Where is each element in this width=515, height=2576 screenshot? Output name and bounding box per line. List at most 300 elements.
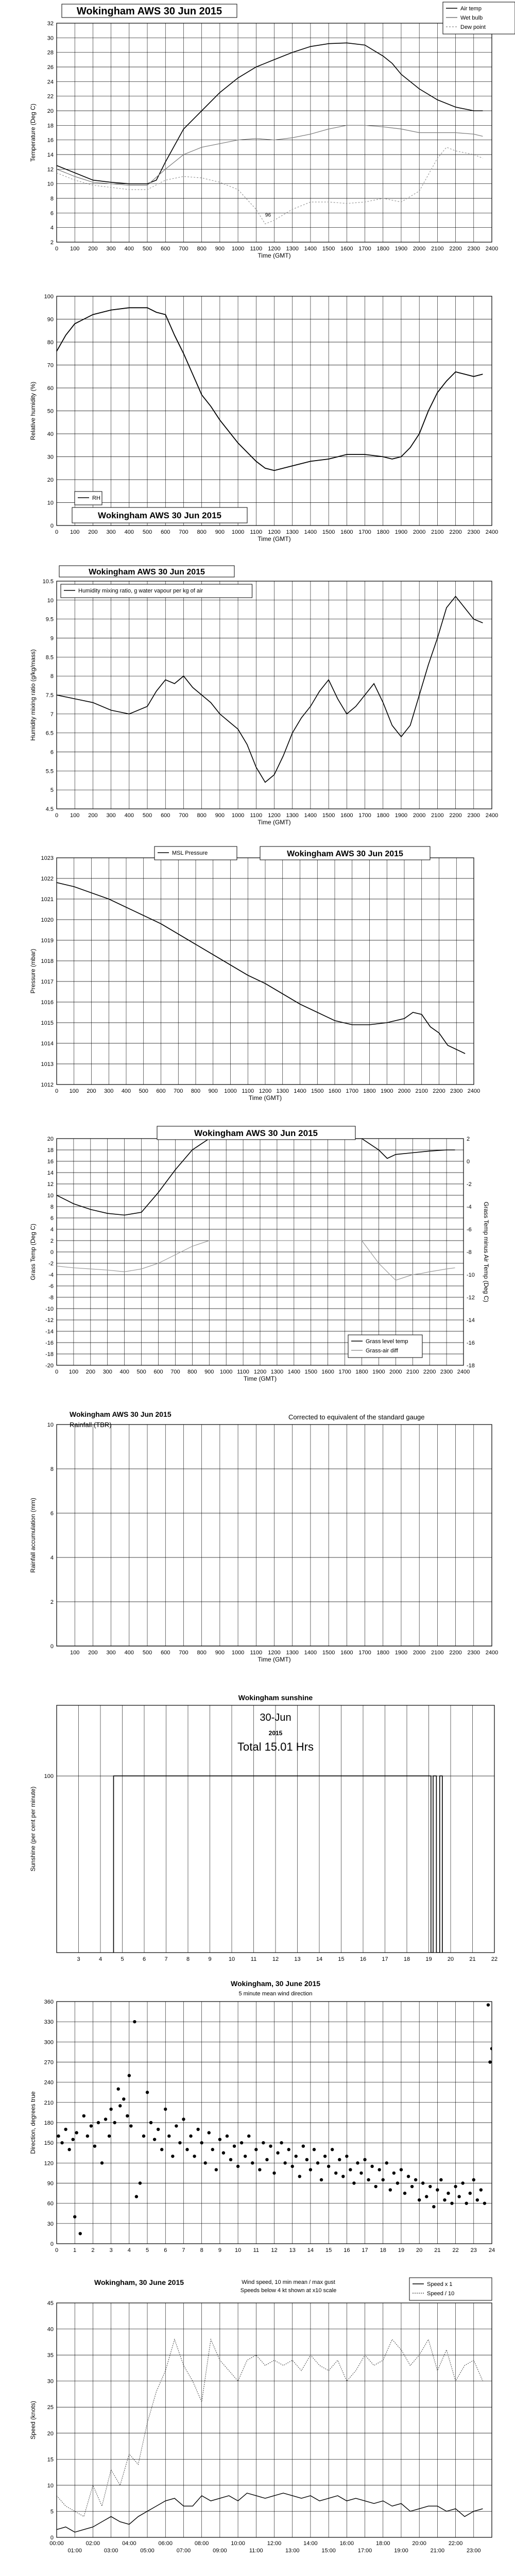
y-tick-label: 240: [44, 2079, 54, 2086]
y-tick-label: 8: [50, 196, 54, 202]
x-tick-label: 500: [142, 246, 152, 252]
x-tick-label-upper: 08:00: [194, 2540, 209, 2547]
y-axis-label: Humidity mixing ratio (g/kg/mass): [29, 649, 37, 741]
legend: [75, 492, 102, 505]
y-tick-label: 100: [44, 294, 54, 300]
data-point: [487, 2003, 490, 2006]
x-tick-label: 1600: [340, 529, 353, 535]
y-tick-label: 80: [47, 340, 54, 346]
x-tick-label: 1900: [394, 812, 408, 819]
x-tick-label-lower: 23:00: [467, 2548, 481, 2554]
data-point: [104, 2117, 107, 2121]
y-tick-label: 60: [47, 2200, 54, 2207]
y-axis-label: Grass Temp (Deg C): [29, 1224, 37, 1280]
x-tick-label: 1300: [286, 529, 299, 535]
wind-speed-chart: [0, 2275, 515, 2573]
x-axis-label: Time (GMT): [258, 252, 291, 259]
legend-label: MSL Pressure: [172, 850, 208, 856]
x-tick-label: 1100: [250, 529, 263, 535]
x-axis-label: Time (GMT): [243, 1375, 277, 1382]
x-tick-label: 900: [215, 1650, 225, 1656]
data-point: [126, 2114, 129, 2117]
x-tick-label: 1: [73, 2247, 77, 2253]
x-tick-label: 1000: [231, 246, 245, 252]
x-tick-label: 1300: [286, 812, 299, 819]
data-point: [363, 2158, 366, 2161]
y-tick-label: 6: [50, 1511, 54, 1517]
y-tick-label: 1018: [41, 958, 54, 964]
y-tick-label: 1020: [41, 917, 54, 923]
y-tick-label: 1023: [41, 855, 54, 861]
chart-subtitle: Rainfall (TBR): [70, 1421, 112, 1429]
y-tick-label: 0: [50, 523, 54, 529]
data-point: [142, 2134, 145, 2138]
legend: [154, 846, 237, 860]
y-tick-label: 60: [47, 385, 54, 392]
x-tick-label: 17: [362, 2247, 368, 2253]
data-point: [139, 2181, 142, 2184]
wind-direction-chart: [0, 1976, 515, 2272]
y-tick-label: 1013: [41, 1061, 54, 1067]
data-point: [254, 2148, 258, 2151]
data-point: [439, 2178, 442, 2181]
y-tick-label: 210: [44, 2099, 54, 2106]
x-tick-label: 2100: [431, 529, 444, 535]
data-point: [82, 2114, 85, 2117]
x-tick-label: 1600: [321, 1369, 334, 1375]
x-tick-label: 16: [344, 2247, 350, 2253]
data-point: [287, 2148, 290, 2151]
y-tick-label: 300: [44, 2039, 54, 2046]
data-point: [79, 2232, 82, 2235]
data-point: [490, 2047, 493, 2050]
x-tick-label: 900: [208, 1088, 218, 1094]
x-tick-label: 600: [156, 1088, 166, 1094]
chart-title: Wokingham AWS 30 Jun 2015: [194, 1128, 318, 1138]
data-point: [269, 2144, 272, 2147]
mixing-ratio-chart: [0, 562, 515, 840]
y-tick-label: 270: [44, 2059, 54, 2066]
x-tick-label: 700: [170, 1369, 180, 1375]
y-tick-label: 40: [47, 2326, 54, 2333]
y-tick-label: 30: [47, 2221, 54, 2227]
y-tick-label: 22: [47, 93, 54, 100]
x-tick-label: 5: [121, 1956, 124, 1962]
data-point: [349, 2168, 352, 2171]
y-tick-label: 5: [50, 787, 54, 794]
x-tick-label: 4: [98, 1956, 102, 1962]
data-point: [341, 2175, 345, 2178]
x-tick-label: 1700: [358, 246, 371, 252]
x-tick-label: 1900: [394, 529, 408, 535]
x-tick-label: 1200: [259, 1088, 272, 1094]
y-tick-label: 8: [50, 1204, 54, 1210]
x-tick-label: 400: [124, 529, 134, 535]
x-tick-label: 700: [174, 1088, 183, 1094]
data-point: [450, 2201, 453, 2205]
chart-note: Speeds below 4 kt shown at x10 scale: [240, 2287, 337, 2294]
x-tick-label: 2400: [467, 1088, 480, 1094]
x-tick-label: 23: [470, 2247, 477, 2253]
data-point: [251, 2161, 254, 2164]
y-tick-label: 10: [47, 500, 54, 506]
x-tick-label-upper: 18:00: [375, 2540, 390, 2547]
data-point: [338, 2158, 341, 2161]
y-tick-label: 20: [47, 108, 54, 114]
x-tick-label: 12: [271, 2247, 278, 2253]
y-tick-label: 30: [47, 35, 54, 42]
y-tick-label: 30: [47, 2378, 54, 2385]
data-point: [135, 2195, 138, 2198]
data-point: [113, 2121, 116, 2124]
x-tick-label: 19: [425, 1956, 432, 1962]
x-tick-label-upper: 14:00: [303, 2540, 318, 2547]
y-tick-label: 180: [44, 2120, 54, 2126]
x-tick-label: 800: [197, 246, 207, 252]
data-point: [436, 2188, 439, 2191]
y-tick-label: -10: [45, 1306, 54, 1312]
x-tick-label-upper: 20:00: [412, 2540, 426, 2547]
data-point: [133, 2020, 136, 2023]
data-point: [171, 2155, 174, 2158]
x-tick-label: 1500: [322, 529, 335, 535]
y-tick-label: -14: [45, 1329, 54, 1335]
x-tick-label: 1100: [250, 1650, 263, 1656]
x-tick-label: 2200: [433, 1088, 445, 1094]
x-tick-label: 2200: [449, 246, 462, 252]
data-point: [204, 2161, 207, 2164]
y-tick-label: 35: [47, 2352, 54, 2359]
data-point: [309, 2168, 312, 2171]
y-tick-label: 8.5: [45, 654, 54, 661]
y-axis-label: Direction, degrees true: [29, 2091, 37, 2154]
x-tick-label: 1500: [322, 812, 335, 819]
data-point: [211, 2148, 214, 2151]
x-tick-label: 2300: [467, 1650, 480, 1656]
x-tick-label: 1800: [376, 246, 389, 252]
y-tick-label: 20: [47, 2430, 54, 2437]
data-point: [265, 2158, 268, 2161]
x-tick-label: 2000: [413, 246, 426, 252]
x-tick-label: 200: [88, 246, 98, 252]
data-point: [262, 2141, 265, 2144]
data-point: [472, 2178, 475, 2181]
y-tick-label: 10.5: [42, 579, 54, 585]
x-tick-label: 1800: [363, 1088, 376, 1094]
data-point: [109, 2108, 112, 2111]
chart-panel-grass: [0, 1123, 515, 1401]
x-tick-label: 14: [316, 1956, 323, 1962]
data-point: [389, 2188, 392, 2191]
x-tick-label: 13: [289, 2247, 296, 2253]
y-tick-label: 45: [47, 2300, 54, 2307]
x-tick-label: 2400: [485, 246, 499, 252]
chart-year: 2015: [268, 1730, 283, 1737]
y-tick-label: -2: [48, 1261, 54, 1267]
data-point: [313, 2148, 316, 2151]
chart-note: Corrected to equivalent of the standard gauge: [288, 1413, 425, 1421]
y-tick-label: 16: [47, 1159, 54, 1165]
data-point: [244, 2155, 247, 2158]
y2-axis-label: Grass Temp minus Air Temp (Deg C): [483, 1201, 490, 1302]
x-tick-label: 900: [215, 812, 225, 819]
x-tick-label-lower: 15:00: [321, 2548, 336, 2554]
x-tick-label: 1700: [358, 812, 371, 819]
chart-title: Wokingham AWS 30 Jun 2015: [98, 511, 221, 520]
data-point: [447, 2192, 450, 2195]
x-tick-label: 16: [359, 1956, 367, 1962]
rainfall-chart: [0, 1404, 515, 1682]
y2-tick-label: -14: [467, 1317, 475, 1324]
data-point: [57, 2134, 60, 2138]
y-tick-label: 0: [50, 1643, 54, 1650]
x-tick-label: 100: [70, 812, 80, 819]
y-tick-label: 1015: [41, 1020, 54, 1026]
data-point: [164, 2108, 167, 2111]
data-point: [178, 2141, 181, 2144]
y-tick-label: 0: [50, 2241, 54, 2247]
x-tick-label: 20: [416, 2247, 423, 2253]
x-tick-label: 2200: [423, 1369, 436, 1375]
x-tick-label: 100: [69, 1088, 79, 1094]
data-point: [378, 2168, 381, 2171]
y-tick-label: 6.5: [45, 730, 54, 737]
x-tick-label-upper: 02:00: [85, 2540, 100, 2547]
legend: [348, 1335, 422, 1358]
x-tick-label-upper: 10:00: [231, 2540, 245, 2547]
x-tick-label: 1700: [346, 1088, 358, 1094]
x-tick-label: 800: [187, 1369, 197, 1375]
data-point: [240, 2141, 243, 2144]
data-point: [392, 2172, 396, 2175]
x-tick-label: 2400: [485, 529, 499, 535]
x-tick-label: 1200: [268, 812, 281, 819]
x-tick-label: 100: [68, 1369, 79, 1375]
y-tick-label: 70: [47, 362, 54, 369]
y-tick-label: 24: [47, 79, 54, 86]
legend: [61, 584, 252, 598]
x-tick-label: 13: [294, 1956, 301, 1962]
data-point: [75, 2131, 78, 2134]
x-tick-label: 1900: [394, 246, 408, 252]
x-tick-label: 2200: [449, 1650, 462, 1656]
data-point: [118, 2104, 122, 2107]
x-tick-label: 200: [88, 1650, 98, 1656]
data-point: [305, 2158, 308, 2161]
data-point: [443, 2198, 446, 2201]
y-tick-label: 40: [47, 431, 54, 437]
data-point: [229, 2158, 232, 2161]
y-tick-label: 7: [50, 711, 54, 718]
y-tick-label: 2: [50, 1599, 54, 1605]
data-point: [295, 2155, 298, 2158]
data-point: [67, 2148, 71, 2151]
x-tick-label: 900: [215, 246, 225, 252]
data-point: [233, 2144, 236, 2147]
data-point: [185, 2148, 188, 2151]
data-point: [421, 2181, 424, 2184]
y-tick-label: 12: [47, 1181, 54, 1188]
data-point: [359, 2172, 363, 2175]
data-point: [189, 2134, 192, 2138]
data-point: [236, 2165, 239, 2168]
data-point: [457, 2195, 460, 2198]
data-point: [323, 2155, 327, 2158]
x-tick-label: 700: [179, 812, 188, 819]
x-tick-label: 1500: [322, 1650, 335, 1656]
x-tick-label: 6: [142, 1956, 146, 1962]
y-tick-label: 10: [47, 1422, 54, 1428]
chart-title: Wokingham, 30 June 2015: [230, 1979, 321, 1988]
x-tick-label-lower: 09:00: [213, 2548, 227, 2554]
x-tick-label: 2300: [467, 246, 480, 252]
legend-label: Humidity mixing ratio, g water vapour per kg of air: [78, 588, 203, 594]
y-tick-label: 16: [47, 137, 54, 144]
y-tick-label: 4: [50, 1555, 54, 1561]
x-tick-label-upper: 00:00: [49, 2540, 64, 2547]
x-tick-label: 11: [250, 1956, 257, 1962]
x-tick-label: 8: [186, 1956, 190, 1962]
y2-tick-label: -12: [467, 1295, 475, 1301]
x-tick-label: 1400: [287, 1369, 301, 1375]
x-tick-label: 2100: [431, 812, 444, 819]
x-tick-label: 1800: [376, 812, 389, 819]
x-tick-label: 300: [106, 1650, 116, 1656]
x-tick-label: 400: [124, 246, 134, 252]
y-tick-label: 32: [47, 21, 54, 27]
x-tick-label: 18: [380, 2247, 386, 2253]
x-tick-label: 1900: [381, 1088, 393, 1094]
data-point: [97, 2121, 100, 2124]
data-point: [488, 2060, 491, 2063]
x-tick-label: 500: [142, 1650, 152, 1656]
y-tick-label: 5: [50, 2509, 54, 2515]
x-tick-label: 2100: [431, 1650, 444, 1656]
data-point: [122, 2097, 125, 2100]
x-tick-label: 300: [106, 246, 116, 252]
y-tick-label: -8: [48, 1295, 54, 1301]
x-tick-label: 1300: [270, 1369, 284, 1375]
x-tick-label: 1600: [340, 246, 353, 252]
x-tick-label: 0: [55, 1088, 59, 1094]
x-tick-label: 5: [145, 2247, 149, 2253]
x-tick-label: 2000: [398, 1088, 411, 1094]
y-axis-label: Speed (knots): [29, 2401, 37, 2439]
y-tick-label: 5.5: [45, 768, 54, 775]
data-point: [157, 2128, 160, 2131]
chart-title: Wokingham AWS 30 Jun 2015: [89, 568, 205, 577]
data-point: [90, 2124, 93, 2127]
x-tick-label: 1000: [224, 1088, 237, 1094]
y-tick-label: 30: [47, 454, 54, 461]
data-point: [367, 2178, 370, 2181]
x-tick-label: 400: [124, 1650, 134, 1656]
x-tick-label-lower: 17:00: [357, 2548, 372, 2554]
x-tick-label: 100: [70, 1650, 80, 1656]
y-tick-label: 10: [47, 1193, 54, 1199]
x-tick-label: 10: [228, 1956, 235, 1962]
chart-subtitle: 5 minute mean wind direction: [238, 1991, 313, 1997]
x-tick-label: 17: [382, 1956, 388, 1962]
y2-tick-label: -18: [467, 1363, 475, 1369]
x-tick-label: 900: [215, 529, 225, 535]
y2-tick-label: -8: [467, 1249, 472, 1256]
y-axis-label: Temperature (Deg C): [29, 104, 37, 162]
x-tick-label: 1800: [355, 1369, 368, 1375]
x-tick-label: 2200: [449, 812, 462, 819]
data-point: [454, 2185, 457, 2188]
y-tick-label: 9.5: [45, 616, 54, 623]
data-point: [370, 2165, 373, 2168]
y-tick-label: 1016: [41, 999, 54, 1006]
x-tick-label: 1800: [376, 529, 389, 535]
temperature-chart: [0, 0, 515, 278]
x-tick-label: 2000: [413, 812, 426, 819]
y-axis-label: Pressure (mbar): [29, 948, 37, 994]
data-point: [483, 2201, 486, 2205]
grass-temp-chart: [0, 1123, 515, 1401]
data-point: [374, 2185, 377, 2188]
x-tick-label: 600: [161, 529, 170, 535]
data-point: [396, 2181, 399, 2184]
x-tick-label-lower: 21:00: [430, 2548, 445, 2554]
x-tick-label: 12: [272, 1956, 279, 1962]
y-tick-label: 330: [44, 2019, 54, 2026]
x-tick-label: 8: [200, 2247, 203, 2253]
y-tick-label: 2: [50, 1238, 54, 1244]
y-tick-label: 2: [50, 240, 54, 246]
y-tick-label: -20: [45, 1363, 54, 1369]
x-tick-label: 1400: [304, 246, 317, 252]
x-tick-label: 2300: [440, 1369, 453, 1375]
pressure-chart: [0, 842, 515, 1121]
chart-title: Wokingham AWS 30 Jun 2015: [70, 1410, 171, 1418]
x-tick-label: 22: [452, 2247, 459, 2253]
data-point: [298, 2175, 301, 2178]
x-tick-label: 18: [403, 1956, 410, 1962]
x-tick-label: 1200: [268, 246, 281, 252]
x-tick-label: 1800: [376, 1650, 389, 1656]
y-tick-label: 20: [47, 1136, 54, 1142]
x-tick-label-lower: 03:00: [104, 2548, 118, 2554]
data-point: [276, 2151, 279, 2155]
y-axis-label: Sunshine (per cent per minute): [29, 1786, 37, 1872]
data-point: [334, 2172, 337, 2175]
data-point: [428, 2185, 432, 2188]
y-tick-label: 6: [50, 749, 54, 756]
x-tick-label: 100: [70, 246, 80, 252]
x-tick-label: 0: [55, 246, 59, 252]
x-tick-label: 1900: [394, 1650, 408, 1656]
y-tick-label: -6: [48, 1283, 54, 1290]
x-tick-label: 200: [88, 529, 98, 535]
x-tick-label-upper: 04:00: [122, 2540, 136, 2547]
y-tick-label: 6: [50, 210, 54, 217]
y-tick-label: 1021: [41, 896, 54, 903]
y-tick-label: 18: [47, 123, 54, 129]
legend-label: Speed / 10: [427, 2291, 455, 2297]
data-point: [193, 2155, 196, 2158]
x-tick-label: 1400: [304, 812, 317, 819]
x-tick-label: 700: [179, 529, 188, 535]
data-point: [407, 2175, 410, 2178]
y-tick-label: 150: [44, 2140, 54, 2147]
data-point: [302, 2144, 305, 2147]
x-axis-label: Time (GMT): [258, 819, 291, 826]
y-tick-label: 18: [47, 1147, 54, 1154]
y-tick-label: -4: [48, 1272, 54, 1278]
data-point: [331, 2148, 334, 2151]
